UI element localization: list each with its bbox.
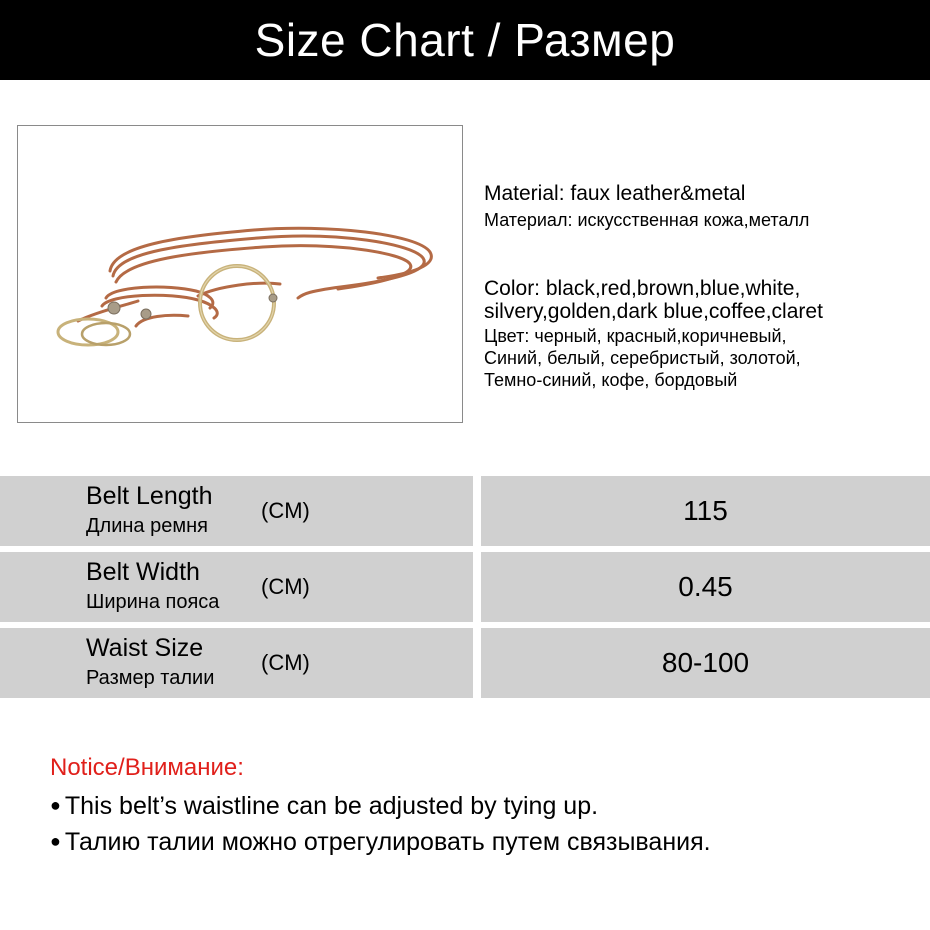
size-row-belt-width (0, 552, 930, 622)
size-row-waist-size (0, 628, 930, 698)
size-label-en: Belt Length (86, 482, 213, 510)
color-ru-line-2: Синий, белый, серебристый, золотой, (484, 348, 801, 368)
size-label-en: Waist Size (86, 634, 204, 662)
page-title: Size Chart / Размер (254, 14, 676, 66)
notice-text: This belt’s waistline can be adjusted by tying up. (64, 792, 599, 820)
size-unit: (CM) (261, 650, 310, 675)
color-en-line-2: silvery,golden,dark blue,coffee,claret (484, 300, 823, 323)
size-label-en: Belt Width (86, 558, 200, 586)
page-header (0, 0, 930, 80)
size-label-cell (0, 476, 473, 546)
notice-item-en (50, 792, 598, 821)
notice-title: Notice/Внимание: (50, 754, 244, 781)
notice-item-ru (50, 828, 711, 857)
size-unit: (CM) (261, 574, 310, 599)
size-value: 80-100 (661, 647, 750, 678)
color-en-line-1: Color: black,red,brown,blue,white, (484, 277, 801, 300)
bullet-icon: ● (50, 831, 61, 851)
size-value-cell (481, 628, 930, 698)
size-unit: (CM) (261, 498, 310, 523)
size-label-cell (0, 552, 473, 622)
belt-illustration (18, 126, 462, 422)
material-ru: Материал: искусственная кожа,металл (484, 210, 810, 230)
size-value: 0.45 (678, 571, 733, 602)
size-label-ru: Ширина пояса (86, 591, 220, 613)
material-en: Material: faux leather&metal (484, 182, 746, 205)
product-photo (17, 125, 463, 423)
size-value-cell (481, 552, 930, 622)
size-row-belt-length (0, 476, 930, 546)
notice-text: Талию талии можно отрегулировать путем связывания. (64, 828, 711, 856)
color-ru-line-1: Цвет: черный, красный,коричневый, (484, 326, 787, 346)
size-label-cell (0, 628, 473, 698)
bullet-icon: ● (50, 795, 61, 815)
size-label-ru: Размер талии (86, 667, 215, 689)
size-value-cell (481, 476, 930, 546)
size-value: 115 (683, 495, 728, 526)
color-ru-line-3: Темно-синий, кофе, бордовый (484, 370, 738, 390)
size-label-ru: Длина ремня (86, 515, 208, 537)
